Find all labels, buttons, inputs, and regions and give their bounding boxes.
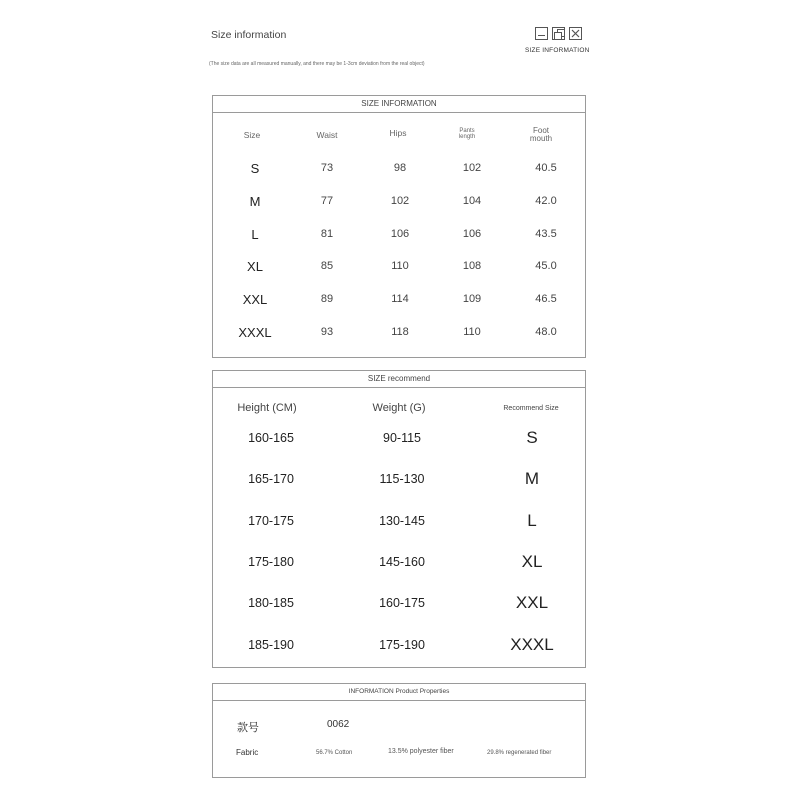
column-header-waist: Waist xyxy=(316,130,338,140)
size-row-0-hips: 98 xyxy=(393,162,407,174)
recommend-row-5-height: 185-190 xyxy=(248,637,294,652)
measurement-disclaimer: (The size data are all measured manually, and there may be 1-3cm deviation from the real object) xyxy=(209,61,425,67)
size-row-1-waist: 77 xyxy=(320,194,334,207)
close-icon[interactable] xyxy=(569,27,582,40)
size-row-3-size: XL xyxy=(247,259,263,275)
recommend-row-5-recommend-size: XXXL xyxy=(510,634,554,654)
size-recommend-table xyxy=(212,370,586,668)
foot-mouth-line-2: mouth xyxy=(529,134,553,143)
size-row-3-pants-length: 108 xyxy=(462,260,482,273)
size-row-4-hips: 114 xyxy=(391,293,409,306)
size-row-0-foot-mouth: 40.5 xyxy=(535,162,557,174)
column-header-hips: Hips xyxy=(389,128,407,138)
column-header-pants-length xyxy=(459,128,475,140)
minimize-icon[interactable] xyxy=(535,27,548,40)
recommend-row-2-height: 170-175 xyxy=(248,513,294,528)
recommend-row-4-height: 180-185 xyxy=(248,596,294,611)
column-header-weight: Weight (G) xyxy=(372,402,426,414)
column-header-size: Size xyxy=(243,130,261,140)
recommend-row-0-height: 160-165 xyxy=(248,431,294,445)
size-row-1-size: M xyxy=(249,193,261,209)
size-information-table xyxy=(212,95,586,358)
foot-mouth-line-1: Foot xyxy=(532,126,550,135)
size-row-2-size: L xyxy=(251,226,259,242)
size-row-3-hips: 110 xyxy=(391,260,409,273)
properties-title: INFORMATION Product Properties xyxy=(213,684,585,701)
recommend-row-3-height: 175-180 xyxy=(248,554,294,569)
recommend-row-1-height: 165-170 xyxy=(248,472,294,487)
recommend-row-3-weight: 145-160 xyxy=(379,554,425,569)
size-table-title: SIZE INFORMATION xyxy=(213,96,585,113)
column-header-height: Height (CM) xyxy=(237,402,297,414)
column-header-recommend-size: Recommend Size xyxy=(503,405,559,412)
size-row-2-hips: 106 xyxy=(390,227,410,240)
recommend-table-body xyxy=(213,388,585,668)
window-controls xyxy=(535,27,582,40)
size-row-5-size: XXXL xyxy=(238,325,272,340)
recommend-row-2-recommend-size: L xyxy=(527,510,537,530)
fabric-regenerated: 29.8% regenerated fiber xyxy=(487,750,552,756)
recommend-row-4-recommend-size: XXL xyxy=(515,593,549,613)
recommend-row-3-recommend-size: XL xyxy=(521,551,543,571)
properties-body xyxy=(213,701,585,778)
pants-length-line-1: Pants xyxy=(459,128,475,134)
size-row-4-size: XXL xyxy=(242,292,268,308)
recommend-row-0-weight: 90-115 xyxy=(383,431,421,445)
recommend-row-5-weight: 175-190 xyxy=(379,637,425,652)
size-row-1-hips: 102 xyxy=(390,194,410,207)
size-row-5-pants-length: 110 xyxy=(463,326,481,338)
size-row-5-waist: 93 xyxy=(320,326,334,338)
size-row-4-waist: 89 xyxy=(320,293,334,306)
size-row-1-foot-mouth: 42.0 xyxy=(535,194,557,207)
restore-icon[interactable] xyxy=(552,27,565,40)
style-number-label: 款号 xyxy=(237,722,259,734)
size-row-5-hips: 118 xyxy=(391,326,409,338)
size-row-0-size: S xyxy=(250,161,260,176)
size-row-4-pants-length: 109 xyxy=(462,293,482,306)
size-row-3-foot-mouth: 45.0 xyxy=(535,260,557,273)
size-row-3-waist: 85 xyxy=(320,260,334,273)
fabric-label: Fabric xyxy=(236,748,259,757)
size-row-2-pants-length: 106 xyxy=(462,227,482,240)
size-row-1-pants-length: 104 xyxy=(462,194,482,207)
product-properties xyxy=(212,683,586,778)
recommend-row-1-weight: 115-130 xyxy=(379,472,425,487)
size-row-0-pants-length: 102 xyxy=(462,162,482,174)
recommend-row-4-weight: 160-175 xyxy=(379,596,425,611)
recommend-table-title: SIZE recommend xyxy=(213,371,585,388)
size-row-0-waist: 73 xyxy=(320,162,334,174)
size-row-5-foot-mouth: 48.0 xyxy=(535,326,557,338)
size-row-2-foot-mouth: 43.5 xyxy=(535,227,557,240)
size-row-2-waist: 81 xyxy=(320,227,334,240)
size-table-body xyxy=(213,113,585,358)
recommend-row-2-weight: 130-145 xyxy=(379,513,425,528)
recommend-row-0-recommend-size: S xyxy=(526,428,538,447)
fabric-polyester: 13.5% polyester fiber xyxy=(388,748,454,755)
fabric-cotton: 56.7% Cotton xyxy=(316,750,353,756)
recommend-row-1-recommend-size: M xyxy=(524,469,540,489)
column-header-foot-mouth xyxy=(530,127,552,143)
page-title: Size information xyxy=(211,29,287,41)
window-label: SIZE INFORMATION xyxy=(525,47,590,54)
size-row-4-foot-mouth: 46.5 xyxy=(535,293,557,306)
style-number-value: 0062 xyxy=(327,719,350,730)
pants-length-line-2: length xyxy=(458,134,476,140)
